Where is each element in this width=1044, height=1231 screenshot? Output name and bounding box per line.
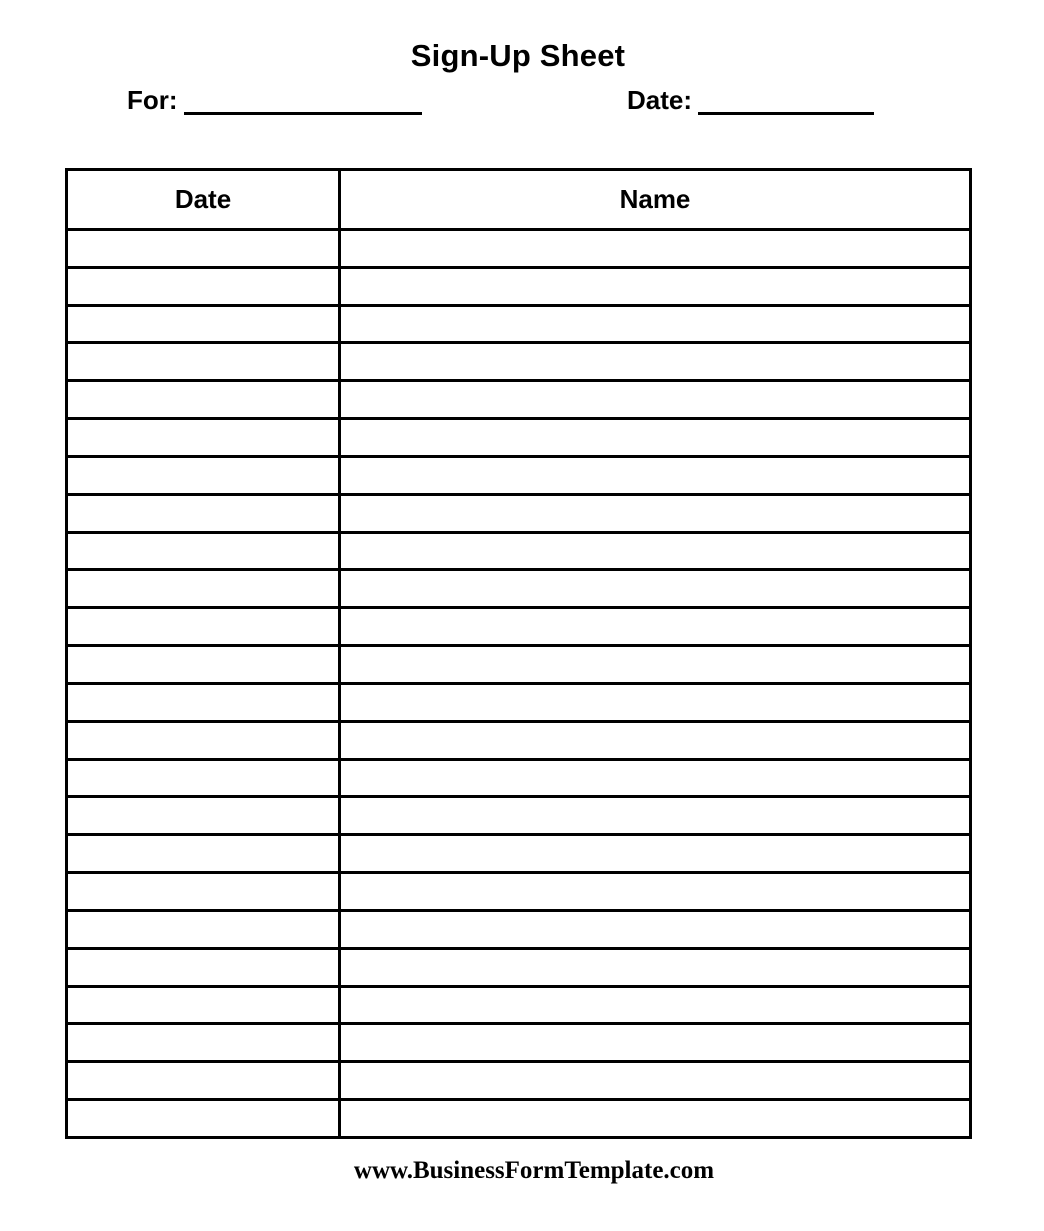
- for-label: For:: [127, 85, 178, 115]
- name-cell[interactable]: [341, 798, 969, 833]
- date-cell[interactable]: [68, 344, 341, 379]
- date-cell[interactable]: [68, 874, 341, 909]
- date-cell[interactable]: [68, 496, 341, 531]
- table-body: [68, 231, 969, 1136]
- table-row: [68, 874, 969, 912]
- footer-website: www.BusinessFormTemplate.com: [353, 1157, 715, 1184]
- table-row: [68, 1101, 969, 1136]
- for-blank-line[interactable]: [184, 86, 422, 115]
- table-row: [68, 912, 969, 950]
- table-row: [68, 534, 969, 572]
- date-blank-line[interactable]: [698, 86, 874, 115]
- date-cell[interactable]: [68, 382, 341, 417]
- name-cell[interactable]: [341, 912, 969, 947]
- date-cell[interactable]: [68, 534, 341, 569]
- name-cell[interactable]: [341, 761, 969, 796]
- name-cell[interactable]: [341, 685, 969, 720]
- name-cell[interactable]: [341, 382, 969, 417]
- table-row: [68, 798, 969, 836]
- date-cell[interactable]: [68, 420, 341, 455]
- name-cell[interactable]: [341, 647, 969, 682]
- name-cell[interactable]: [341, 420, 969, 455]
- date-cell[interactable]: [68, 798, 341, 833]
- name-cell[interactable]: [341, 458, 969, 493]
- name-cell[interactable]: [341, 571, 969, 606]
- table-row: [68, 269, 969, 307]
- date-cell[interactable]: [68, 458, 341, 493]
- column-header-name: Name: [619, 184, 691, 214]
- document-title: Sign-Up Sheet: [410, 38, 626, 73]
- name-cell[interactable]: [341, 1101, 969, 1136]
- name-cell[interactable]: [341, 307, 969, 342]
- table-row: [68, 950, 969, 988]
- date-cell[interactable]: [68, 685, 341, 720]
- table-row: [68, 458, 969, 496]
- name-cell[interactable]: [341, 231, 969, 266]
- date-cell[interactable]: [68, 1025, 341, 1060]
- name-cell[interactable]: [341, 836, 969, 871]
- name-cell[interactable]: [341, 723, 969, 758]
- date-cell[interactable]: [68, 609, 341, 644]
- table-row: [68, 761, 969, 799]
- table-row: [68, 609, 969, 647]
- signup-table: [65, 168, 972, 1139]
- name-cell[interactable]: [341, 534, 969, 569]
- table-row: [68, 836, 969, 874]
- table-row: [68, 344, 969, 382]
- name-cell[interactable]: [341, 609, 969, 644]
- date-field: [627, 85, 874, 115]
- name-cell[interactable]: [341, 344, 969, 379]
- table-row: [68, 1063, 969, 1101]
- date-cell[interactable]: [68, 988, 341, 1023]
- table-row: [68, 723, 969, 761]
- table-row: [68, 307, 969, 345]
- table-row: [68, 231, 969, 269]
- name-cell[interactable]: [341, 950, 969, 985]
- date-cell[interactable]: [68, 1101, 341, 1136]
- name-cell[interactable]: [341, 988, 969, 1023]
- date-label: Date:: [627, 85, 693, 115]
- column-header-date: Date: [68, 171, 341, 228]
- date-cell[interactable]: [68, 231, 341, 266]
- date-cell[interactable]: [68, 761, 341, 796]
- table-row: [68, 1025, 969, 1063]
- name-cell[interactable]: [341, 874, 969, 909]
- date-cell[interactable]: [68, 269, 341, 304]
- table-row: [68, 685, 969, 723]
- date-cell[interactable]: [68, 950, 341, 985]
- date-cell[interactable]: [68, 836, 341, 871]
- name-cell[interactable]: [341, 1063, 969, 1098]
- name-cell[interactable]: [341, 269, 969, 304]
- table-row: [68, 647, 969, 685]
- table-header-row: [68, 171, 969, 231]
- table-row: [68, 988, 969, 1026]
- date-cell[interactable]: [68, 912, 341, 947]
- date-cell[interactable]: [68, 571, 341, 606]
- date-cell[interactable]: [68, 647, 341, 682]
- for-field: [127, 85, 422, 115]
- table-row: [68, 571, 969, 609]
- table-row: [68, 496, 969, 534]
- table-row: [68, 382, 969, 420]
- name-cell[interactable]: [341, 496, 969, 531]
- date-cell[interactable]: [68, 307, 341, 342]
- date-cell[interactable]: [68, 1063, 341, 1098]
- name-cell[interactable]: [341, 1025, 969, 1060]
- table-row: [68, 420, 969, 458]
- date-cell[interactable]: [68, 723, 341, 758]
